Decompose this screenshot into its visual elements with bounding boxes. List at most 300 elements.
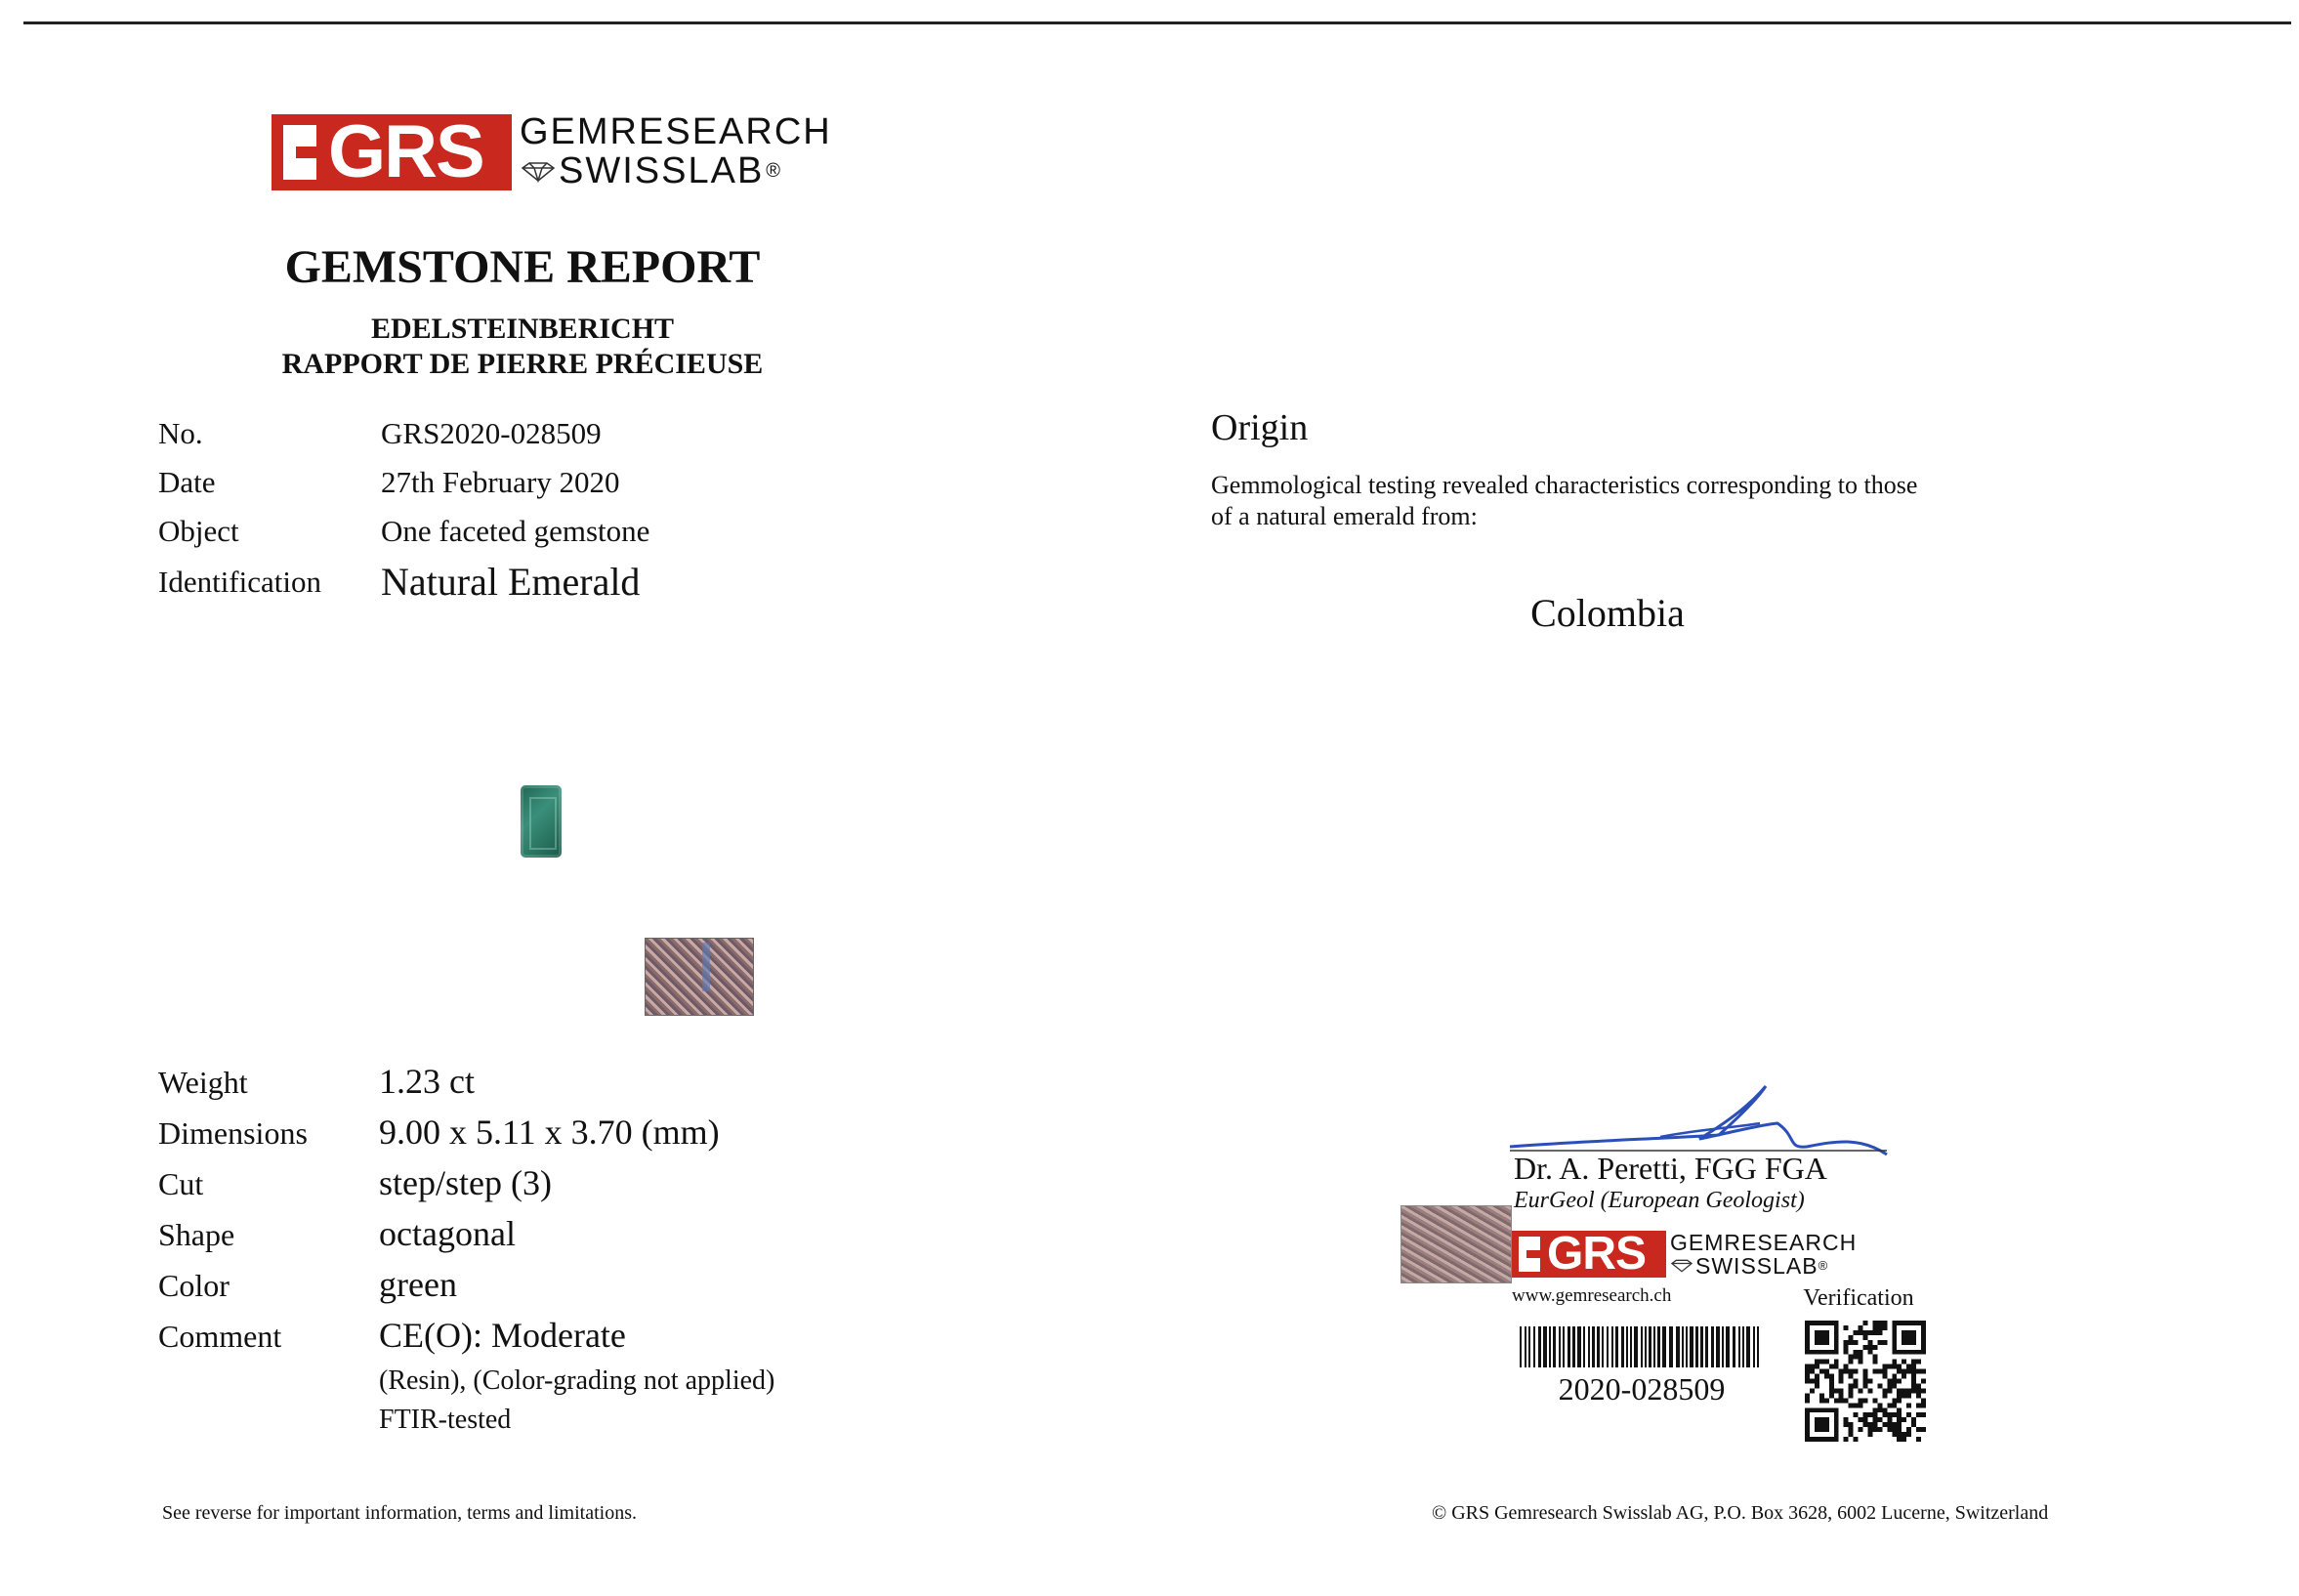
qr-module: [1906, 1369, 1911, 1374]
qr-module: [1911, 1422, 1916, 1427]
qr-module: [1867, 1379, 1872, 1384]
logo-small-line2: SWISSLAB: [1695, 1253, 1818, 1280]
qr-module: [1887, 1417, 1892, 1422]
qr-module: [1902, 1330, 1916, 1345]
qr-module: [1810, 1388, 1815, 1393]
barcode-bar: [1742, 1326, 1744, 1367]
qr-module: [1882, 1365, 1887, 1369]
qr-module: [1916, 1388, 1921, 1393]
qr-module: [1897, 1388, 1902, 1393]
logo-small-line1: GEMRESEARCH: [1670, 1230, 1858, 1255]
barcode-bar: [1645, 1326, 1647, 1367]
barcode-bar: [1716, 1326, 1720, 1367]
qr-module: [1815, 1379, 1819, 1384]
qr-module: [1815, 1360, 1819, 1365]
barcode-bar: [1676, 1326, 1680, 1367]
origin-text-line2: of a natural emerald from:: [1211, 502, 1478, 530]
swiss-cross-icon: [283, 125, 316, 180]
qr-module: [1911, 1374, 1916, 1379]
qr-module: [1872, 1422, 1877, 1427]
qr-module: [1849, 1360, 1854, 1365]
qr-module: [1849, 1403, 1854, 1407]
qr-module: [1844, 1398, 1849, 1403]
logo-wordmark: [520, 113, 832, 191]
qr-module: [1892, 1412, 1897, 1417]
qr-module: [1859, 1403, 1863, 1407]
barcode-bar: [1559, 1326, 1561, 1367]
qr-module: [1824, 1360, 1829, 1365]
qr-module: [1897, 1412, 1902, 1417]
cut-value: step/step (3): [379, 1163, 552, 1202]
barcode-bar: [1653, 1326, 1655, 1367]
logo-line1: GEMRESEARCH: [520, 111, 832, 152]
qr-module: [1882, 1412, 1887, 1417]
qr-module: [1882, 1325, 1887, 1330]
qr-module: [1902, 1388, 1906, 1393]
qr-module: [1902, 1369, 1906, 1374]
qr-module: [1902, 1393, 1906, 1398]
qr-module: [1872, 1369, 1877, 1374]
barcode: [1520, 1326, 1764, 1367]
report-date: 27th February 2020: [381, 465, 620, 499]
qr-module: [1877, 1325, 1882, 1330]
qr-module: [1839, 1379, 1844, 1384]
barcode-bar: [1615, 1326, 1618, 1367]
qr-module: [1867, 1350, 1872, 1355]
qr-module: [1844, 1365, 1849, 1369]
qr-module: [1872, 1355, 1877, 1360]
qr-module: [1906, 1393, 1911, 1398]
barcode-bar: [1630, 1326, 1632, 1367]
qr-module: [1897, 1427, 1902, 1432]
qr-module: [1916, 1437, 1921, 1442]
qr-module: [1824, 1374, 1829, 1379]
qr-module: [1867, 1340, 1872, 1345]
qr-module: [1805, 1398, 1810, 1403]
barcode-bar: [1641, 1326, 1643, 1367]
qr-module: [1844, 1350, 1849, 1355]
qr-module: [1829, 1388, 1834, 1393]
barcode-bar: [1528, 1326, 1530, 1367]
qr-module: [1863, 1412, 1868, 1417]
qr-module: [1902, 1374, 1906, 1379]
qr-module: [1887, 1403, 1892, 1407]
origin-country: Colombia: [1530, 591, 1685, 635]
qr-module: [1844, 1340, 1849, 1345]
qr-module: [1872, 1417, 1877, 1422]
qr-module: [1916, 1393, 1921, 1398]
barcode-bar: [1722, 1326, 1724, 1367]
report-title-de: EDELSTEINBERICHT: [370, 313, 675, 345]
qr-module: [1916, 1360, 1921, 1365]
barcode-bar: [1607, 1326, 1609, 1367]
property-label-shape: Shape: [158, 1217, 235, 1252]
qr-module: [1916, 1369, 1921, 1374]
report-title-fr: RAPPORT DE PIERRE PRÉCIEUSE: [281, 348, 764, 380]
qr-module: [1921, 1388, 1926, 1393]
barcode-bar: [1700, 1326, 1703, 1367]
grs-logo-small-mark: [1512, 1228, 1666, 1281]
barcode-bar: [1592, 1326, 1595, 1367]
qr-module: [1872, 1427, 1877, 1432]
qr-module: [1892, 1374, 1897, 1379]
qr-module: [1805, 1393, 1810, 1398]
qr-module: [1882, 1340, 1887, 1345]
qr-module: [1805, 1369, 1810, 1374]
qr-module: [1892, 1403, 1897, 1407]
report-title: GEMSTONE REPORT: [284, 241, 761, 293]
qr-module: [1882, 1393, 1887, 1398]
qr-module: [1863, 1345, 1868, 1350]
qr-module: [1872, 1412, 1877, 1417]
qr-module: [1815, 1374, 1819, 1379]
qr-module: [1839, 1369, 1844, 1374]
barcode-bar: [1686, 1326, 1688, 1367]
qr-module: [1863, 1321, 1868, 1325]
qr-module: [1921, 1369, 1926, 1374]
qr-module: [1911, 1379, 1916, 1384]
qr-module: [1911, 1360, 1916, 1365]
qr-module: [1921, 1379, 1926, 1384]
qr-module: [1897, 1422, 1902, 1427]
grs-logo-mark: [272, 109, 512, 193]
top-rule: [23, 21, 2291, 24]
barcode-bar: [1711, 1326, 1714, 1367]
qr-module: [1867, 1412, 1872, 1417]
signature-hologram: [1400, 1205, 1512, 1283]
qr-module: [1834, 1398, 1839, 1403]
qr-module: [1906, 1432, 1911, 1437]
grs-logo-small: [1512, 1228, 1858, 1281]
barcode-bar: [1553, 1326, 1556, 1367]
object-value: One faceted gemstone: [381, 514, 650, 548]
qr-module: [1872, 1325, 1877, 1330]
qr-module: [1805, 1379, 1810, 1384]
qr-module: [1854, 1379, 1859, 1384]
qr-module: [1897, 1407, 1902, 1412]
qr-module: [1867, 1330, 1872, 1335]
qr-module: [1854, 1369, 1859, 1374]
qr-module: [1882, 1321, 1887, 1325]
qr-module: [1911, 1417, 1916, 1422]
qr-module: [1819, 1398, 1824, 1403]
qr-module: [1916, 1427, 1921, 1432]
qr-module: [1877, 1407, 1882, 1412]
qr-module: [1810, 1369, 1815, 1374]
qr-module: [1892, 1360, 1897, 1365]
barcode-bar: [1520, 1326, 1522, 1367]
qr-module: [1859, 1427, 1863, 1432]
qr-module: [1863, 1379, 1868, 1384]
qr-module: [1902, 1432, 1906, 1437]
qr-module: [1849, 1388, 1854, 1393]
qr-module: [1897, 1417, 1902, 1422]
qr-module: [1815, 1330, 1829, 1345]
origin-text-line1: Gemmological testing revealed characteristics corresponding to those: [1211, 471, 1918, 499]
qr-module: [1887, 1379, 1892, 1384]
barcode-bar: [1657, 1326, 1660, 1367]
qr-module: [1916, 1383, 1921, 1388]
logo-small-registered: ®: [1818, 1258, 1829, 1274]
qr-module: [1887, 1383, 1892, 1388]
qr-module: [1810, 1365, 1815, 1369]
qr-module: [1849, 1374, 1854, 1379]
detail-label-object: Object: [158, 514, 239, 548]
qr-module: [1849, 1369, 1854, 1374]
qr-module: [1882, 1374, 1887, 1379]
qr-module: [1867, 1422, 1872, 1427]
qr-module: [1911, 1388, 1916, 1393]
footer-copyright: © GRS Gemresearch Swisslab AG, P.O. Box 3628, 6002 Lucerne, Switzerland: [1432, 1502, 2049, 1524]
comment-value: CE(O): Moderate: [379, 1316, 626, 1355]
qr-module: [1859, 1360, 1863, 1365]
qr-module: [1892, 1383, 1897, 1388]
qr-module: [1834, 1388, 1839, 1393]
dimensions-value: 9.00 x 5.11 x 3.70 (mm): [379, 1113, 720, 1152]
qr-module: [1921, 1412, 1926, 1417]
property-label-color: Color: [158, 1268, 230, 1303]
qr-module: [1849, 1340, 1854, 1345]
qr-module: [1839, 1393, 1844, 1398]
grs-logo: [272, 109, 832, 193]
qr-module: [1887, 1365, 1892, 1369]
qr-module: [1897, 1432, 1902, 1437]
barcode-bar: [1611, 1326, 1613, 1367]
comment-detail: (Resin), (Color-grading not applied): [379, 1365, 775, 1396]
qr-module: [1892, 1379, 1897, 1384]
qr-module: [1906, 1388, 1911, 1393]
barcode-bar: [1621, 1326, 1624, 1367]
property-label-comment: Comment: [158, 1319, 282, 1354]
qr-module: [1872, 1407, 1877, 1412]
qr-module: [1859, 1350, 1863, 1355]
qr-module: [1863, 1422, 1868, 1427]
barcode-bar: [1626, 1326, 1628, 1367]
qr-module: [1844, 1345, 1849, 1350]
qr-module: [1906, 1412, 1911, 1417]
qr-module: [1839, 1388, 1844, 1393]
qr-module: [1897, 1437, 1902, 1442]
qr-module: [1859, 1330, 1863, 1335]
qr-module: [1844, 1437, 1849, 1442]
qr-module: [1911, 1365, 1916, 1369]
qr-module: [1897, 1398, 1902, 1403]
barcode-bar: [1726, 1326, 1730, 1367]
weight-value: 1.23 ct: [379, 1062, 475, 1101]
qr-module: [1892, 1422, 1897, 1427]
barcode-bar: [1757, 1326, 1759, 1367]
qr-module: [1887, 1422, 1892, 1427]
property-label-cut: Cut: [158, 1166, 204, 1201]
qr-module: [1849, 1393, 1854, 1398]
qr-module: [1863, 1417, 1868, 1422]
logo-small-wordmark: [1670, 1231, 1857, 1278]
qr-module: [1906, 1365, 1911, 1369]
barcode-bar: [1525, 1326, 1526, 1367]
barcode-bar: [1549, 1326, 1551, 1367]
barcode-bar: [1733, 1326, 1735, 1367]
barcode-bar: [1572, 1326, 1575, 1367]
detail-label-date: Date: [158, 465, 216, 499]
qr-module: [1872, 1345, 1877, 1350]
qr-module: [1863, 1398, 1868, 1403]
barcode-bar: [1669, 1326, 1673, 1367]
qr-module: [1839, 1374, 1844, 1379]
qr-module: [1882, 1388, 1887, 1393]
origin-heading: Origin: [1211, 407, 1309, 448]
qr-module: [1849, 1432, 1854, 1437]
qr-module: [1829, 1383, 1834, 1388]
qr-module: [1877, 1340, 1882, 1345]
report-number: GRS2020-028509: [381, 416, 602, 450]
swiss-cross-small-icon: [1519, 1237, 1540, 1272]
signatory-title: EurGeol (European Geologist): [1514, 1188, 1805, 1213]
qr-module: [1854, 1355, 1859, 1360]
barcode-bar: [1588, 1326, 1590, 1367]
qr-module: [1810, 1379, 1815, 1384]
qr-module: [1887, 1412, 1892, 1417]
qr-module: [1897, 1393, 1902, 1398]
qr-module: [1887, 1427, 1892, 1432]
qr-module: [1877, 1403, 1882, 1407]
qr-module: [1867, 1427, 1872, 1432]
qr-module: [1877, 1383, 1882, 1388]
qr-module: [1872, 1398, 1877, 1403]
qr-module: [1921, 1403, 1926, 1407]
qr-module: [1819, 1360, 1824, 1365]
barcode-bar: [1543, 1326, 1547, 1367]
qr-module: [1815, 1365, 1819, 1369]
emerald-photo: [521, 785, 562, 858]
barcode-bar: [1538, 1326, 1541, 1367]
qr-module: [1829, 1365, 1834, 1369]
detail-label-identification: Identification: [158, 565, 321, 599]
qr-module: [1902, 1360, 1906, 1365]
qr-module: [1882, 1407, 1887, 1412]
barcode-bar: [1597, 1326, 1600, 1367]
qr-module: [1859, 1355, 1863, 1360]
qr-module: [1805, 1374, 1810, 1379]
qr-module: [1815, 1417, 1829, 1432]
qr-module: [1867, 1345, 1872, 1350]
qr-module: [1877, 1321, 1882, 1325]
qr-module: [1854, 1403, 1859, 1407]
qr-module: [1844, 1422, 1849, 1427]
website-link[interactable]: www.gemresearch.ch: [1512, 1285, 1672, 1306]
barcode-bar: [1563, 1326, 1565, 1367]
qr-module: [1839, 1398, 1844, 1403]
qr-module: [1863, 1335, 1868, 1340]
qr-module: [1902, 1437, 1906, 1442]
verification-qr-code[interactable]: [1805, 1321, 1926, 1442]
logo-brand: GRS: [328, 109, 483, 193]
qr-module: [1877, 1369, 1882, 1374]
detail-label-no: No.: [158, 416, 203, 450]
qr-module: [1854, 1383, 1859, 1388]
qr-module: [1892, 1365, 1897, 1369]
qr-module: [1872, 1360, 1877, 1365]
barcode-number: 2020-028509: [1558, 1371, 1726, 1407]
logo-line2: SWISSLAB: [559, 149, 765, 191]
barcode-bar: [1649, 1326, 1651, 1367]
qr-module: [1897, 1365, 1902, 1369]
identification-value: Natural Emerald: [381, 560, 641, 604]
qr-module: [1849, 1383, 1854, 1388]
barcode-bar: [1682, 1326, 1684, 1367]
qr-module: [1867, 1432, 1872, 1437]
qr-module: [1863, 1330, 1868, 1335]
qr-module: [1829, 1374, 1834, 1379]
qr-module: [1892, 1432, 1897, 1437]
qr-module: [1863, 1383, 1868, 1388]
qr-module: [1849, 1355, 1854, 1360]
qr-module: [1844, 1417, 1849, 1422]
barcode-bar: [1705, 1326, 1708, 1367]
qr-module: [1916, 1412, 1921, 1417]
qr-module: [1854, 1350, 1859, 1355]
qr-module: [1854, 1412, 1859, 1417]
qr-module: [1892, 1427, 1897, 1432]
qr-module: [1824, 1369, 1829, 1374]
footer-note: See reverse for important information, terms and limitations.: [162, 1502, 637, 1524]
qr-module: [1805, 1365, 1810, 1369]
barcode-bar: [1753, 1326, 1755, 1367]
signatory-name: Dr. A. Peretti, FGG FGA: [1514, 1151, 1827, 1186]
qr-module: [1849, 1427, 1854, 1432]
qr-module: [1877, 1417, 1882, 1422]
shape-value: octagonal: [379, 1214, 516, 1253]
qr-module: [1921, 1398, 1926, 1403]
qr-module: [1872, 1330, 1877, 1335]
qr-module: [1829, 1393, 1834, 1398]
registered-mark: ®: [766, 160, 783, 183]
qr-module: [1854, 1330, 1859, 1335]
color-value: green: [379, 1265, 457, 1304]
barcode-bar: [1533, 1326, 1535, 1367]
barcode-bar: [1662, 1326, 1666, 1367]
qr-module: [1859, 1325, 1863, 1330]
property-label-weight: Weight: [158, 1065, 248, 1100]
comment-test: FTIR-tested: [379, 1405, 512, 1435]
qr-module: [1911, 1369, 1916, 1374]
hologram-seal: [645, 938, 754, 1016]
qr-module: [1921, 1427, 1926, 1432]
qr-module: [1897, 1379, 1902, 1384]
qr-module: [1829, 1379, 1834, 1384]
qr-module: [1906, 1403, 1911, 1407]
verification-label: Verification: [1803, 1285, 1914, 1311]
barcode-bar: [1695, 1326, 1698, 1367]
barcode-bar: [1602, 1326, 1604, 1367]
barcode-bar: [1568, 1326, 1570, 1367]
qr-module: [1867, 1388, 1872, 1393]
qr-module: [1819, 1393, 1824, 1398]
qr-module: [1859, 1417, 1863, 1422]
qr-module: [1882, 1422, 1887, 1427]
diamond-small-icon: [1670, 1259, 1693, 1273]
qr-module: [1911, 1383, 1916, 1388]
barcode-bar: [1634, 1326, 1638, 1367]
qr-module: [1849, 1335, 1854, 1340]
qr-module: [1854, 1340, 1859, 1345]
qr-module: [1844, 1325, 1849, 1330]
barcode-bar: [1738, 1326, 1740, 1367]
qr-module: [1863, 1369, 1868, 1374]
qr-module: [1877, 1427, 1882, 1432]
qr-module: [1819, 1369, 1824, 1374]
qr-module: [1849, 1422, 1854, 1427]
barcode-bar: [1583, 1326, 1585, 1367]
